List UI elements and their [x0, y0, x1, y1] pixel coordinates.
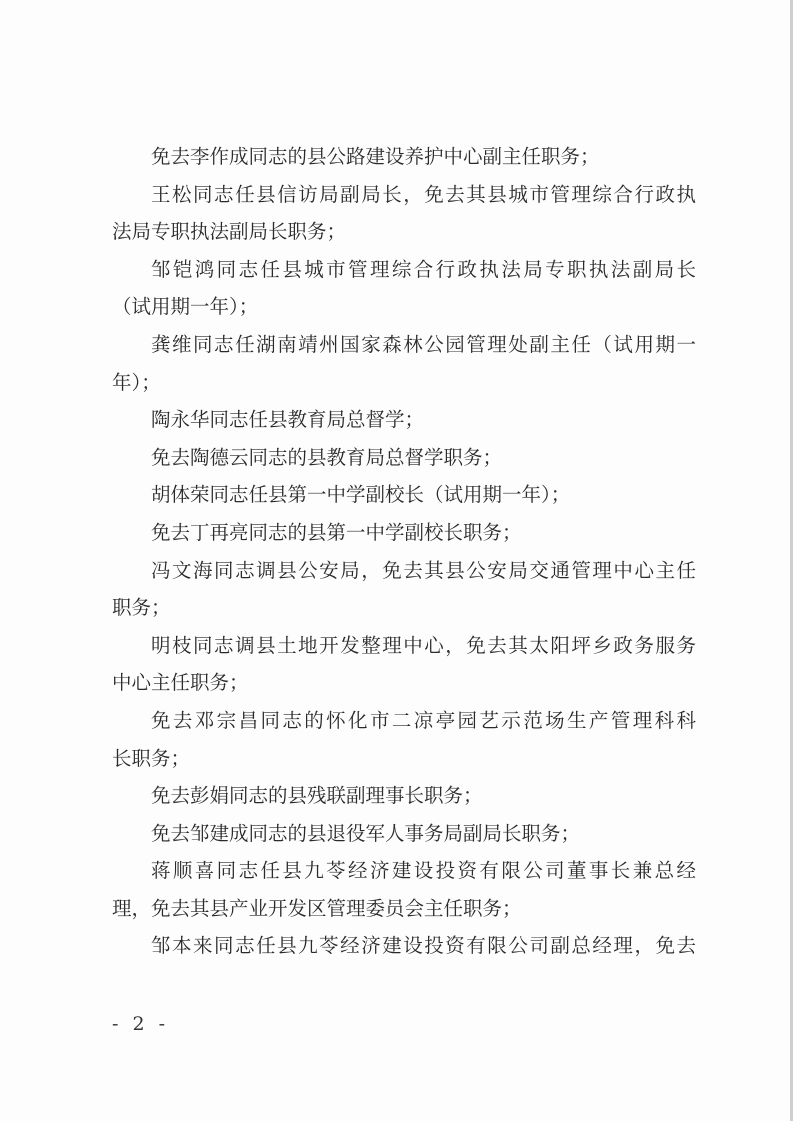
text-line: （试用期一年）； — [112, 295, 259, 319]
text-line: 冯文海同志调县公安局，免去其县公安局交通管理中心主任 — [151, 558, 696, 582]
text-line: 年）； — [112, 370, 161, 394]
text-line: 龚维同志任湖南靖州国家森林公园管理处副主任（试用期一 — [151, 332, 696, 356]
text-line: 陶永华同志任县教育局总督学； — [151, 408, 425, 432]
text-line: 邹本来同志任县九苓经济建设投资有限公司副总经理，免去 — [151, 934, 696, 958]
text-line: 中心主任职务； — [112, 671, 249, 695]
text-line: 胡体荣同志任县第一中学副校长（试用期一年）； — [151, 483, 571, 507]
text-line: 职务； — [112, 596, 171, 620]
document-body — [112, 138, 696, 965]
text-line: 免去邹建成同志的县退役军人事务局副局长职务； — [151, 821, 581, 845]
page-number: - 2 - — [112, 1013, 170, 1035]
text-line: 免去丁再亮同志的县第一中学副校长职务； — [151, 520, 522, 544]
text-line: 法局专职执法副局长职务； — [112, 220, 347, 244]
text-line: 免去李作成同志的县公路建设养护中心副主任职务； — [151, 145, 600, 168]
text-line: 免去陶德云同志的县教育局总督学职务； — [151, 445, 503, 469]
text-line: 长职务； — [112, 746, 191, 770]
text-line: 蒋顺喜同志任县九苓经济建设投资有限公司董事长兼总经 — [151, 859, 696, 883]
text-line: 邹铠鸿同志任县城市管理综合行政执法局专职执法副局长 — [151, 257, 696, 281]
text-line: 免去彭娟同志的县残联副理事长职务； — [151, 784, 483, 808]
text-line: 王松同志任县信访局副局长，免去其县城市管理综合行政执 — [151, 182, 696, 206]
text-line: 理，免去其县产业开发区管理委员会主任职务； — [112, 896, 522, 920]
text-line: 明枝同志调县土地开发整理中心，免去其太阳坪乡政务服务 — [151, 633, 696, 657]
text-line: 免去邓宗昌同志的怀化市二凉亭园艺示范场生产管理科科 — [151, 708, 696, 732]
